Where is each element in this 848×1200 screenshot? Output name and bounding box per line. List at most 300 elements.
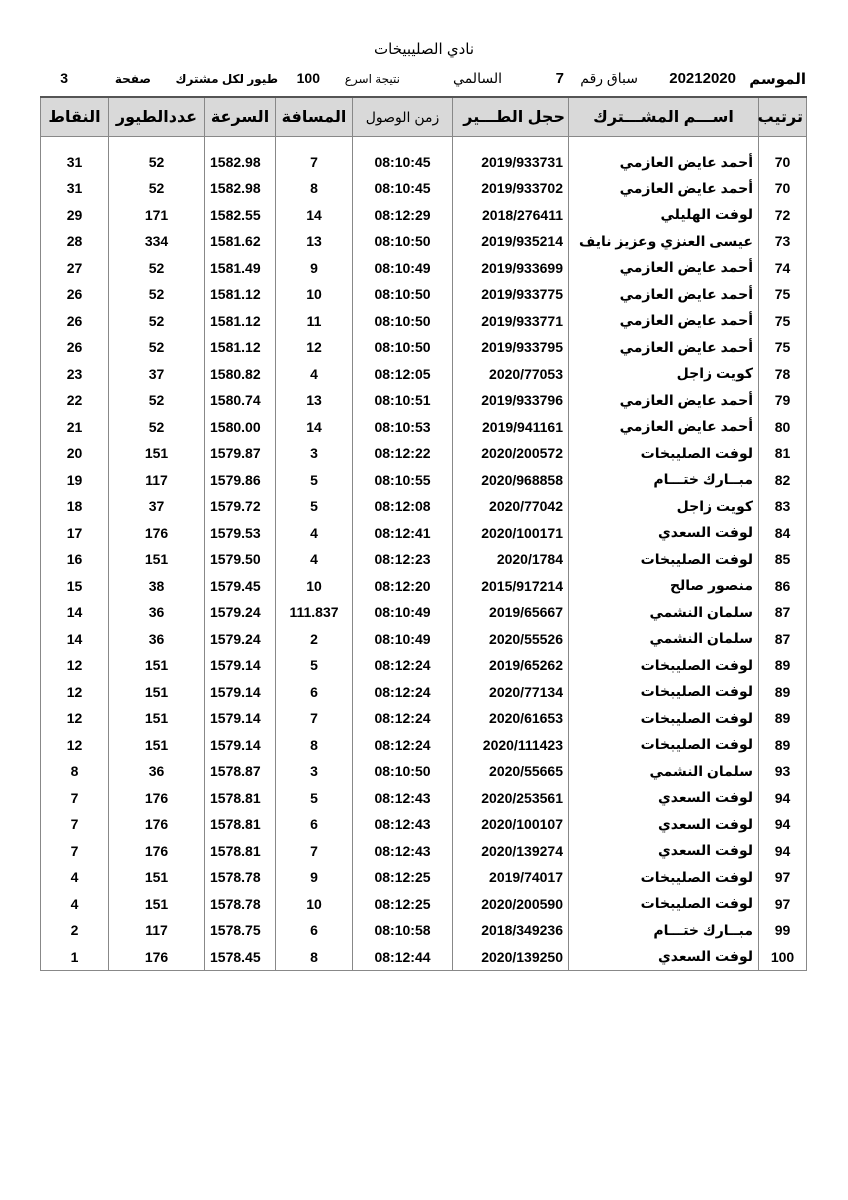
cell-ring: 2019/933795 bbox=[453, 334, 569, 361]
cell-bird-count: 36 bbox=[109, 626, 205, 653]
cell-distance: 4 bbox=[276, 361, 353, 388]
cell-rank: 82 bbox=[759, 467, 807, 494]
cell-arrival-time: 08:12:43 bbox=[353, 785, 453, 812]
cell-speed: 1579.14 bbox=[205, 705, 276, 732]
cell-distance: 14 bbox=[276, 414, 353, 441]
cell-speed: 1578.81 bbox=[205, 785, 276, 812]
cell-participant: أحمد عايض العازمي bbox=[569, 137, 759, 176]
table-row bbox=[41, 308, 807, 335]
cell-participant: مبــارك ختـــام bbox=[569, 467, 759, 494]
cell-bird-count: 52 bbox=[109, 334, 205, 361]
cell-points: 1 bbox=[41, 944, 109, 971]
results-body bbox=[41, 137, 807, 971]
cell-distance: 13 bbox=[276, 387, 353, 414]
col-header-name: اســـم المشـــترك bbox=[569, 97, 759, 137]
cell-points: 23 bbox=[41, 361, 109, 388]
cell-arrival-time: 08:12:24 bbox=[353, 732, 453, 759]
season-label: الموسم bbox=[749, 71, 806, 88]
cell-ring: 2020/139274 bbox=[453, 838, 569, 865]
cell-ring: 2020/111423 bbox=[453, 732, 569, 759]
cell-participant: لوفت الصليبخات bbox=[569, 440, 759, 467]
cell-arrival-time: 08:10:58 bbox=[353, 917, 453, 944]
cell-rank: 75 bbox=[759, 308, 807, 335]
table-row bbox=[41, 175, 807, 202]
cell-distance: 2 bbox=[276, 626, 353, 653]
cell-points: 21 bbox=[41, 414, 109, 441]
result-label: نتيجة اسرع bbox=[344, 72, 400, 86]
cell-arrival-time: 08:10:49 bbox=[353, 255, 453, 282]
cell-ring: 2020/100107 bbox=[453, 811, 569, 838]
cell-rank: 70 bbox=[759, 175, 807, 202]
table-row bbox=[41, 758, 807, 785]
cell-participant: كويت زاجل bbox=[569, 493, 759, 520]
cell-distance: 5 bbox=[276, 493, 353, 520]
table-row bbox=[41, 281, 807, 308]
cell-bird-count: 52 bbox=[109, 175, 205, 202]
cell-ring: 2020/139250 bbox=[453, 944, 569, 971]
cell-bird-count: 151 bbox=[109, 732, 205, 759]
cell-participant: لوفت السعدي bbox=[569, 785, 759, 812]
cell-bird-count: 36 bbox=[109, 758, 205, 785]
cell-speed: 1579.45 bbox=[205, 573, 276, 600]
table-row bbox=[41, 334, 807, 361]
cell-distance: 10 bbox=[276, 573, 353, 600]
cell-speed: 1579.86 bbox=[205, 467, 276, 494]
col-header-birds: عددالطيور bbox=[109, 97, 205, 137]
col-header-ring: حجل الطـــير bbox=[453, 97, 569, 137]
cell-rank: 79 bbox=[759, 387, 807, 414]
cell-points: 14 bbox=[41, 599, 109, 626]
cell-points: 22 bbox=[41, 387, 109, 414]
cell-rank: 80 bbox=[759, 414, 807, 441]
cell-bird-count: 176 bbox=[109, 811, 205, 838]
cell-participant: كويت زاجل bbox=[569, 361, 759, 388]
table-row bbox=[41, 811, 807, 838]
cell-rank: 89 bbox=[759, 652, 807, 679]
cell-points: 17 bbox=[41, 520, 109, 547]
cell-distance: 13 bbox=[276, 228, 353, 255]
cell-arrival-time: 08:10:45 bbox=[353, 175, 453, 202]
cell-distance: 14 bbox=[276, 202, 353, 229]
table-row bbox=[41, 732, 807, 759]
table-row bbox=[41, 137, 807, 176]
cell-arrival-time: 08:10:45 bbox=[353, 137, 453, 176]
cell-arrival-time: 08:10:49 bbox=[353, 626, 453, 653]
cell-speed: 1578.78 bbox=[205, 891, 276, 918]
cell-speed: 1580.82 bbox=[205, 361, 276, 388]
cell-points: 18 bbox=[41, 493, 109, 520]
cell-ring: 2019/933699 bbox=[453, 255, 569, 282]
cell-bird-count: 151 bbox=[109, 679, 205, 706]
cell-ring: 2020/1784 bbox=[453, 546, 569, 573]
cell-speed: 1579.72 bbox=[205, 493, 276, 520]
cell-distance: 8 bbox=[276, 944, 353, 971]
cell-arrival-time: 08:12:23 bbox=[353, 546, 453, 573]
cell-ring: 2019/933731 bbox=[453, 137, 569, 176]
cell-arrival-time: 08:12:43 bbox=[353, 838, 453, 865]
col-header-points: النقاط bbox=[41, 97, 109, 137]
cell-ring: 2019/933702 bbox=[453, 175, 569, 202]
cell-rank: 94 bbox=[759, 811, 807, 838]
cell-points: 4 bbox=[41, 864, 109, 891]
cell-speed: 1579.53 bbox=[205, 520, 276, 547]
cell-points: 29 bbox=[41, 202, 109, 229]
cell-arrival-time: 08:12:44 bbox=[353, 944, 453, 971]
cell-points: 27 bbox=[41, 255, 109, 282]
cell-ring: 2020/77053 bbox=[453, 361, 569, 388]
cell-ring: 2020/55526 bbox=[453, 626, 569, 653]
table-row bbox=[41, 255, 807, 282]
cell-speed: 1579.87 bbox=[205, 440, 276, 467]
cell-distance: 5 bbox=[276, 467, 353, 494]
cell-points: 26 bbox=[41, 334, 109, 361]
cell-rank: 84 bbox=[759, 520, 807, 547]
cell-distance: 4 bbox=[276, 546, 353, 573]
cell-rank: 81 bbox=[759, 440, 807, 467]
cell-arrival-time: 08:12:29 bbox=[353, 202, 453, 229]
table-row bbox=[41, 414, 807, 441]
page-label: صفحة bbox=[114, 72, 151, 86]
cell-speed: 1578.78 bbox=[205, 864, 276, 891]
cell-participant: لوفت السعدي bbox=[569, 838, 759, 865]
cell-bird-count: 52 bbox=[109, 414, 205, 441]
cell-speed: 1580.00 bbox=[205, 414, 276, 441]
table-row bbox=[41, 361, 807, 388]
cell-speed: 1578.87 bbox=[205, 758, 276, 785]
cell-distance: 7 bbox=[276, 137, 353, 176]
cell-distance: 7 bbox=[276, 838, 353, 865]
cell-distance: 11 bbox=[276, 308, 353, 335]
cell-points: 28 bbox=[41, 228, 109, 255]
cell-distance: 6 bbox=[276, 679, 353, 706]
cell-bird-count: 36 bbox=[109, 599, 205, 626]
table-row bbox=[41, 944, 807, 971]
cell-rank: 78 bbox=[759, 361, 807, 388]
cell-points: 7 bbox=[41, 785, 109, 812]
cell-rank: 70 bbox=[759, 137, 807, 176]
cell-arrival-time: 08:10:53 bbox=[353, 414, 453, 441]
cell-rank: 73 bbox=[759, 228, 807, 255]
cell-ring: 2019/933771 bbox=[453, 308, 569, 335]
cell-participant: منصور صالح bbox=[569, 573, 759, 600]
cell-participant: أحمد عايض العازمي bbox=[569, 334, 759, 361]
per-member-label: طيور لكل مشترك bbox=[175, 72, 278, 86]
cell-ring: 2019/65667 bbox=[453, 599, 569, 626]
cell-speed: 1578.81 bbox=[205, 811, 276, 838]
cell-bird-count: 52 bbox=[109, 308, 205, 335]
cell-ring: 2015/917214 bbox=[453, 573, 569, 600]
cell-speed: 1581.12 bbox=[205, 334, 276, 361]
cell-ring: 2019/941161 bbox=[453, 414, 569, 441]
table-row bbox=[41, 838, 807, 865]
cell-participant: لوفت الهليلي bbox=[569, 202, 759, 229]
cell-ring: 2020/200572 bbox=[453, 440, 569, 467]
cell-speed: 1579.50 bbox=[205, 546, 276, 573]
location: السالمي bbox=[453, 70, 502, 86]
cell-speed: 1582.55 bbox=[205, 202, 276, 229]
cell-arrival-time: 08:12:24 bbox=[353, 705, 453, 732]
col-header-speed: السرعة bbox=[205, 97, 276, 137]
cell-participant: لوفت الصليبخات bbox=[569, 705, 759, 732]
cell-arrival-time: 08:10:50 bbox=[353, 308, 453, 335]
col-header-time: زمن الوصول bbox=[353, 97, 453, 137]
cell-arrival-time: 08:12:08 bbox=[353, 493, 453, 520]
cell-bird-count: 52 bbox=[109, 255, 205, 282]
result-count: 100 bbox=[296, 70, 320, 86]
cell-points: 7 bbox=[41, 811, 109, 838]
cell-points: 8 bbox=[41, 758, 109, 785]
cell-ring: 2020/200590 bbox=[453, 891, 569, 918]
cell-participant: لوفت الصليبخات bbox=[569, 864, 759, 891]
cell-participant: أحمد عايض العازمي bbox=[569, 175, 759, 202]
table-row bbox=[41, 546, 807, 573]
cell-points: 19 bbox=[41, 467, 109, 494]
cell-arrival-time: 08:10:50 bbox=[353, 334, 453, 361]
cell-rank: 85 bbox=[759, 546, 807, 573]
cell-rank: 75 bbox=[759, 281, 807, 308]
cell-participant: لوفت الصليبخات bbox=[569, 546, 759, 573]
cell-participant: عيسى العنزي وعزيز نايف bbox=[569, 228, 759, 255]
cell-ring: 2019/935214 bbox=[453, 228, 569, 255]
cell-bird-count: 37 bbox=[109, 361, 205, 388]
cell-points: 15 bbox=[41, 573, 109, 600]
table-row bbox=[41, 202, 807, 229]
cell-rank: 83 bbox=[759, 493, 807, 520]
cell-bird-count: 176 bbox=[109, 944, 205, 971]
cell-distance: 8 bbox=[276, 175, 353, 202]
col-header-rank: ترتيب bbox=[759, 97, 807, 137]
season-value: 20212020 bbox=[669, 70, 736, 87]
cell-rank: 100 bbox=[759, 944, 807, 971]
cell-ring: 2019/65262 bbox=[453, 652, 569, 679]
cell-bird-count: 52 bbox=[109, 387, 205, 414]
cell-participant: لوفت الصليبخات bbox=[569, 732, 759, 759]
cell-participant: مبــارك ختـــام bbox=[569, 917, 759, 944]
cell-ring: 2018/276411 bbox=[453, 202, 569, 229]
cell-distance: 9 bbox=[276, 255, 353, 282]
cell-distance: 3 bbox=[276, 758, 353, 785]
cell-ring: 2018/349236 bbox=[453, 917, 569, 944]
cell-arrival-time: 08:12:24 bbox=[353, 652, 453, 679]
cell-bird-count: 117 bbox=[109, 917, 205, 944]
cell-rank: 97 bbox=[759, 864, 807, 891]
cell-arrival-time: 08:10:49 bbox=[353, 599, 453, 626]
cell-bird-count: 176 bbox=[109, 838, 205, 865]
cell-participant: لوفت الصليبخات bbox=[569, 652, 759, 679]
cell-participant: أحمد عايض العازمي bbox=[569, 255, 759, 282]
cell-bird-count: 151 bbox=[109, 864, 205, 891]
table-row bbox=[41, 705, 807, 732]
cell-ring: 2020/55665 bbox=[453, 758, 569, 785]
cell-participant: سلمان النشمي bbox=[569, 599, 759, 626]
cell-ring: 2019/74017 bbox=[453, 864, 569, 891]
cell-speed: 1579.14 bbox=[205, 652, 276, 679]
cell-distance: 5 bbox=[276, 652, 353, 679]
cell-bird-count: 334 bbox=[109, 228, 205, 255]
cell-rank: 74 bbox=[759, 255, 807, 282]
cell-rank: 72 bbox=[759, 202, 807, 229]
cell-participant: لوفت الصليبخات bbox=[569, 891, 759, 918]
cell-arrival-time: 08:12:05 bbox=[353, 361, 453, 388]
table-row bbox=[41, 440, 807, 467]
cell-bird-count: 176 bbox=[109, 520, 205, 547]
cell-rank: 75 bbox=[759, 334, 807, 361]
table-row bbox=[41, 573, 807, 600]
cell-points: 12 bbox=[41, 705, 109, 732]
cell-speed: 1581.12 bbox=[205, 308, 276, 335]
cell-ring: 2020/77042 bbox=[453, 493, 569, 520]
cell-bird-count: 38 bbox=[109, 573, 205, 600]
cell-participant: لوفت الصليبخات bbox=[569, 679, 759, 706]
cell-speed: 1579.14 bbox=[205, 679, 276, 706]
cell-distance: 4 bbox=[276, 520, 353, 547]
results-table bbox=[40, 96, 807, 971]
cell-points: 12 bbox=[41, 652, 109, 679]
cell-speed: 1579.24 bbox=[205, 626, 276, 653]
cell-points: 20 bbox=[41, 440, 109, 467]
cell-distance: 8 bbox=[276, 732, 353, 759]
cell-ring: 2019/933796 bbox=[453, 387, 569, 414]
cell-bird-count: 176 bbox=[109, 785, 205, 812]
cell-rank: 87 bbox=[759, 599, 807, 626]
table-row bbox=[41, 891, 807, 918]
cell-distance: 6 bbox=[276, 917, 353, 944]
cell-rank: 94 bbox=[759, 785, 807, 812]
cell-rank: 89 bbox=[759, 679, 807, 706]
club-title: نادي الصليبيخات bbox=[374, 41, 474, 58]
cell-participant: لوفت السعدي bbox=[569, 811, 759, 838]
cell-distance: 6 bbox=[276, 811, 353, 838]
cell-speed: 1580.74 bbox=[205, 387, 276, 414]
table-row bbox=[41, 679, 807, 706]
cell-arrival-time: 08:12:24 bbox=[353, 679, 453, 706]
cell-distance: 12 bbox=[276, 334, 353, 361]
cell-arrival-time: 08:10:55 bbox=[353, 467, 453, 494]
cell-distance: 3 bbox=[276, 440, 353, 467]
cell-rank: 87 bbox=[759, 626, 807, 653]
table-row bbox=[41, 599, 807, 626]
cell-rank: 86 bbox=[759, 573, 807, 600]
cell-points: 4 bbox=[41, 891, 109, 918]
cell-ring: 2019/933775 bbox=[453, 281, 569, 308]
cell-speed: 1578.81 bbox=[205, 838, 276, 865]
table-row bbox=[41, 520, 807, 547]
cell-speed: 1581.49 bbox=[205, 255, 276, 282]
table-row bbox=[41, 626, 807, 653]
col-header-distance: المسافة bbox=[276, 97, 353, 137]
race-info-row bbox=[40, 70, 806, 92]
cell-participant: أحمد عايض العازمي bbox=[569, 308, 759, 335]
race-label: سباق رقم bbox=[580, 70, 638, 86]
cell-points: 2 bbox=[41, 917, 109, 944]
table-row bbox=[41, 652, 807, 679]
cell-bird-count: 151 bbox=[109, 705, 205, 732]
cell-participant: أحمد عايض العازمي bbox=[569, 387, 759, 414]
cell-arrival-time: 08:12:41 bbox=[353, 520, 453, 547]
cell-arrival-time: 08:10:50 bbox=[353, 228, 453, 255]
cell-arrival-time: 08:12:22 bbox=[353, 440, 453, 467]
cell-rank: 93 bbox=[759, 758, 807, 785]
cell-bird-count: 52 bbox=[109, 281, 205, 308]
cell-points: 7 bbox=[41, 838, 109, 865]
cell-points: 12 bbox=[41, 732, 109, 759]
cell-distance: 10 bbox=[276, 891, 353, 918]
cell-arrival-time: 08:10:51 bbox=[353, 387, 453, 414]
cell-bird-count: 37 bbox=[109, 493, 205, 520]
cell-arrival-time: 08:12:25 bbox=[353, 864, 453, 891]
cell-speed: 1579.24 bbox=[205, 599, 276, 626]
cell-ring: 2020/100171 bbox=[453, 520, 569, 547]
cell-bird-count: 151 bbox=[109, 891, 205, 918]
cell-bird-count: 151 bbox=[109, 546, 205, 573]
cell-speed: 1581.12 bbox=[205, 281, 276, 308]
cell-participant: أحمد عايض العازمي bbox=[569, 414, 759, 441]
cell-arrival-time: 08:10:50 bbox=[353, 281, 453, 308]
cell-points: 31 bbox=[41, 175, 109, 202]
cell-ring: 2020/77134 bbox=[453, 679, 569, 706]
cell-rank: 89 bbox=[759, 732, 807, 759]
cell-points: 12 bbox=[41, 679, 109, 706]
table-row bbox=[41, 864, 807, 891]
cell-ring: 2020/253561 bbox=[453, 785, 569, 812]
table-row bbox=[41, 467, 807, 494]
cell-bird-count: 151 bbox=[109, 652, 205, 679]
cell-speed: 1581.62 bbox=[205, 228, 276, 255]
cell-arrival-time: 08:12:43 bbox=[353, 811, 453, 838]
table-row bbox=[41, 493, 807, 520]
cell-speed: 1578.45 bbox=[205, 944, 276, 971]
cell-arrival-time: 08:12:20 bbox=[353, 573, 453, 600]
cell-bird-count: 117 bbox=[109, 467, 205, 494]
table-row bbox=[41, 387, 807, 414]
cell-participant: لوفت السعدي bbox=[569, 944, 759, 971]
cell-ring: 2020/968858 bbox=[453, 467, 569, 494]
cell-rank: 94 bbox=[759, 838, 807, 865]
cell-rank: 97 bbox=[759, 891, 807, 918]
cell-participant: سلمان النشمي bbox=[569, 758, 759, 785]
cell-distance: 10 bbox=[276, 281, 353, 308]
cell-distance: 5 bbox=[276, 785, 353, 812]
cell-points: 14 bbox=[41, 626, 109, 653]
page-value: 3 bbox=[60, 70, 68, 86]
cell-speed: 1582.98 bbox=[205, 175, 276, 202]
cell-speed: 1582.98 bbox=[205, 137, 276, 176]
cell-rank: 99 bbox=[759, 917, 807, 944]
cell-participant: أحمد عايض العازمي bbox=[569, 281, 759, 308]
cell-participant: لوفت السعدي bbox=[569, 520, 759, 547]
header-row bbox=[41, 97, 807, 137]
race-value: 7 bbox=[555, 70, 564, 87]
cell-distance: 7 bbox=[276, 705, 353, 732]
table-row bbox=[41, 917, 807, 944]
cell-points: 31 bbox=[41, 137, 109, 176]
cell-bird-count: 52 bbox=[109, 137, 205, 176]
cell-bird-count: 171 bbox=[109, 202, 205, 229]
table-row bbox=[41, 228, 807, 255]
cell-bird-count: 151 bbox=[109, 440, 205, 467]
cell-points: 26 bbox=[41, 281, 109, 308]
cell-points: 16 bbox=[41, 546, 109, 573]
cell-arrival-time: 08:12:25 bbox=[353, 891, 453, 918]
cell-ring: 2020/61653 bbox=[453, 705, 569, 732]
cell-participant: سلمان النشمي bbox=[569, 626, 759, 653]
table-row bbox=[41, 785, 807, 812]
cell-rank: 89 bbox=[759, 705, 807, 732]
cell-distance: 111.837 bbox=[276, 599, 353, 626]
cell-arrival-time: 08:10:50 bbox=[353, 758, 453, 785]
cell-points: 26 bbox=[41, 308, 109, 335]
cell-speed: 1579.14 bbox=[205, 732, 276, 759]
